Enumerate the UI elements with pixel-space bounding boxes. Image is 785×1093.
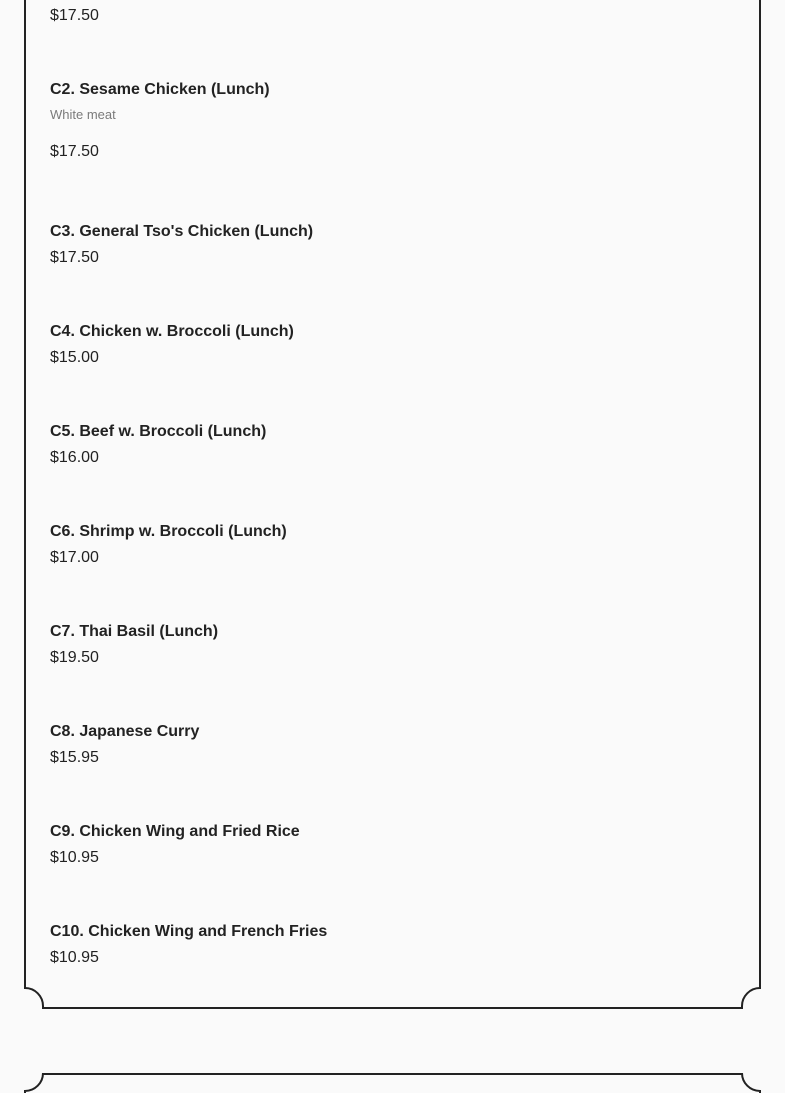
menu-item-c7[interactable]	[50, 622, 730, 668]
menu-item-c1[interactable]	[50, 6, 730, 26]
item-price: $15.95	[50, 749, 99, 766]
item-name: C6. Shrimp w. Broccoli (Lunch)	[50, 523, 287, 540]
menu-item-c3[interactable]	[50, 222, 730, 268]
item-price: $10.95	[50, 849, 99, 866]
menu-item-c4[interactable]	[50, 322, 730, 368]
item-price: $17.50	[50, 249, 99, 266]
item-price: $16.00	[50, 449, 99, 466]
item-name: C4. Chicken w. Broccoli (Lunch)	[50, 323, 294, 340]
item-price: $17.00	[50, 549, 99, 566]
menu-item-c8[interactable]	[50, 722, 730, 768]
item-name: C3. General Tso's Chicken (Lunch)	[50, 223, 314, 240]
item-name: C2. Sesame Chicken (Lunch)	[50, 81, 270, 98]
menu-item-c6[interactable]	[50, 522, 730, 568]
item-name: C7. Thai Basil (Lunch)	[50, 623, 219, 640]
item-price: $17.50	[50, 7, 99, 24]
item-name: C5. Beef w. Broccoli (Lunch)	[50, 423, 267, 440]
menu-item-c2[interactable]	[50, 80, 730, 162]
item-name: C9. Chicken Wing and Fried Rice	[50, 823, 300, 840]
item-price: $17.50	[50, 143, 99, 160]
next-card-border	[25, 1073, 760, 1093]
item-price: $10.95	[50, 949, 99, 966]
item-price: $15.00	[50, 349, 99, 366]
menu-item-c10[interactable]	[50, 922, 730, 968]
item-name: C10. Chicken Wing and French Fries	[50, 923, 328, 940]
menu-item-c5[interactable]	[50, 422, 730, 468]
menu-item-c9[interactable]	[50, 822, 730, 868]
item-description: White meat	[50, 107, 116, 122]
item-name: C8. Japanese Curry	[50, 723, 200, 740]
item-price: $19.50	[50, 649, 99, 666]
